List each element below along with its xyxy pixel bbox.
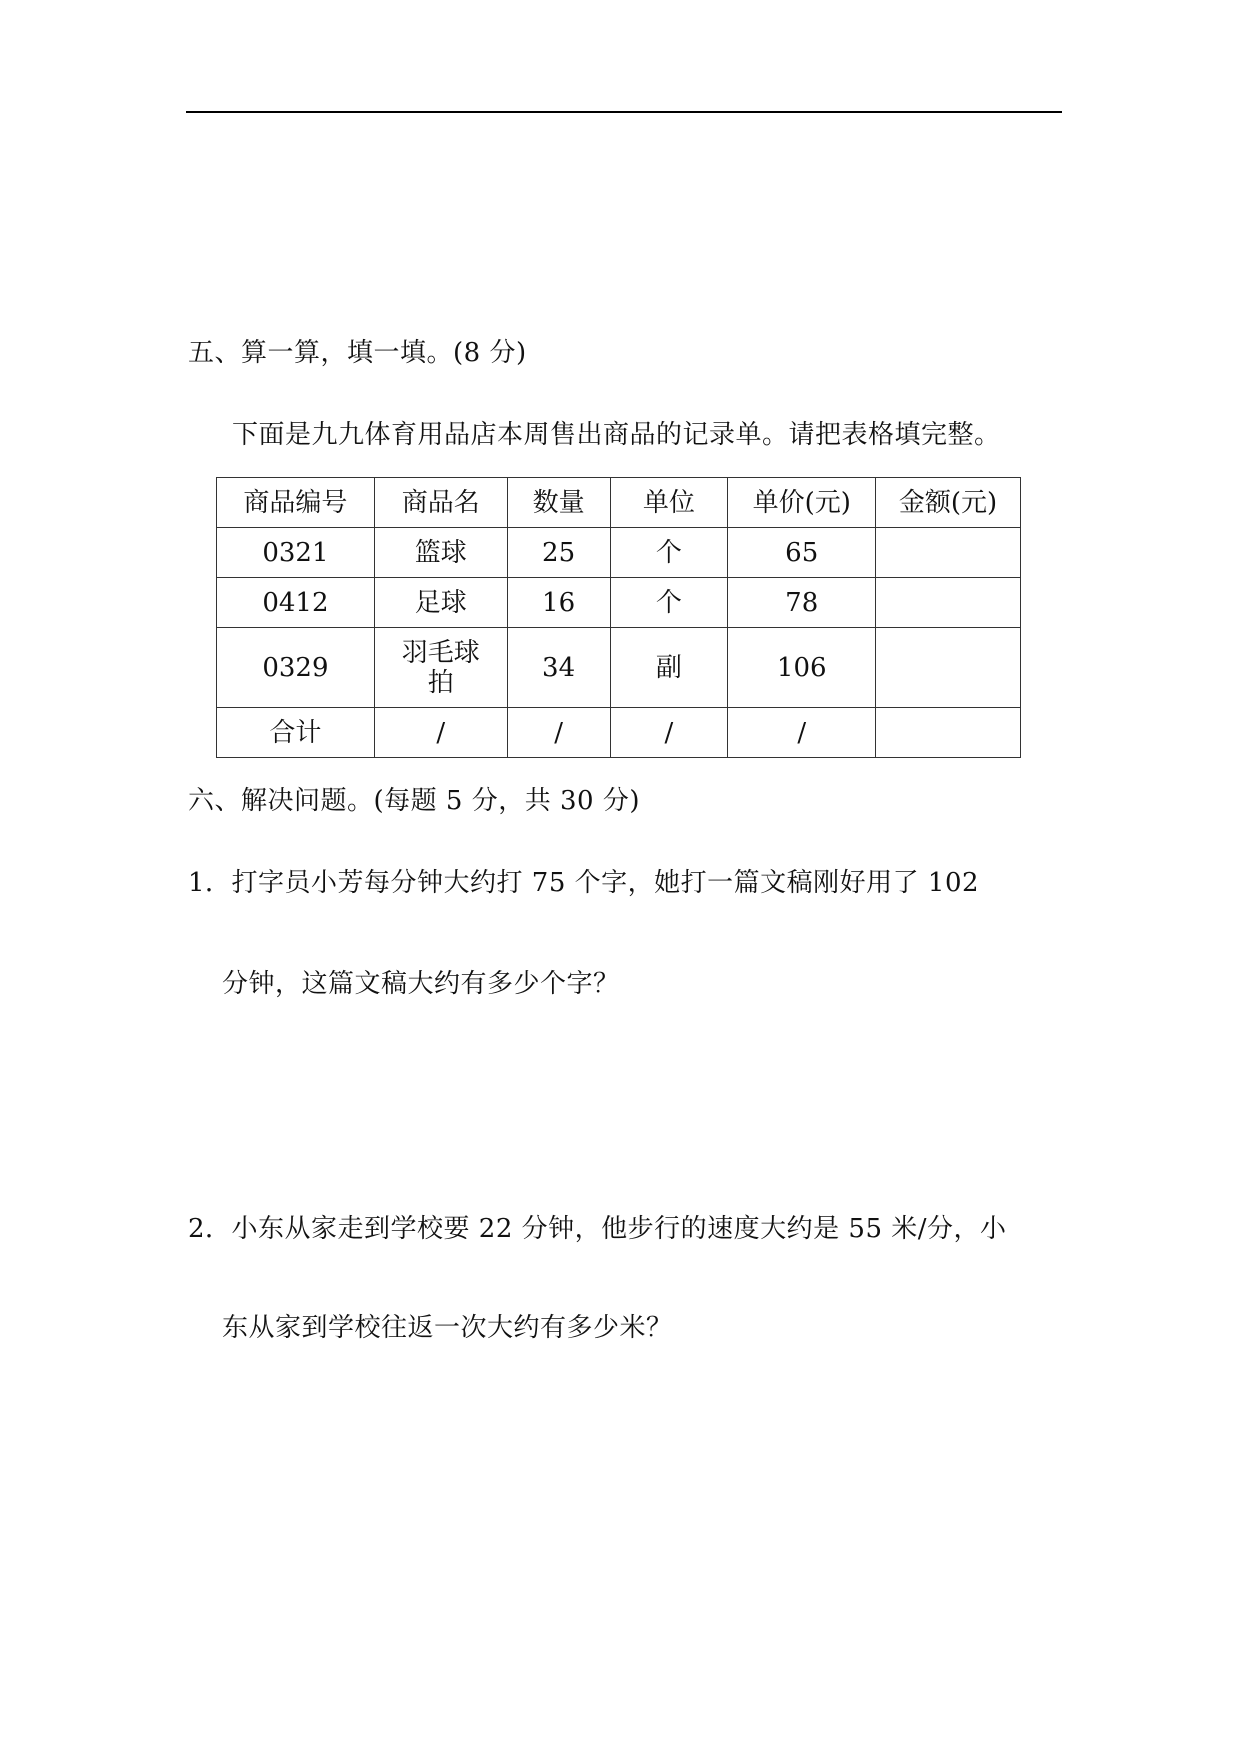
cell-amount-blank[interactable] — [876, 578, 1021, 628]
question-1-line-1: 1．打字员小芳每分钟大约打 75 个字，她打一篇文稿刚好用了 102 — [188, 868, 980, 898]
cell-item-name: 篮球 — [374, 528, 507, 578]
table-row — [217, 628, 1021, 708]
cell-slash: / — [728, 708, 876, 758]
cell-quantity: 34 — [507, 628, 610, 708]
cell-slash: / — [374, 708, 507, 758]
cell-slash: / — [507, 708, 610, 758]
cell-amount-blank[interactable] — [876, 528, 1021, 578]
question-1-line-2: 分钟，这篇文稿大约有多少个字？ — [222, 969, 620, 999]
header-amount: 金额(元) — [876, 478, 1021, 528]
table-row — [217, 578, 1021, 628]
cell-unit: 个 — [610, 528, 728, 578]
cell-unit: 个 — [610, 578, 728, 628]
section5-title: 五、算一算，填一填。(8 分) — [188, 338, 527, 368]
header-item-no: 商品编号 — [217, 478, 375, 528]
header-quantity: 数量 — [507, 478, 610, 528]
header-unit-price: 单价(元) — [728, 478, 876, 528]
cell-unit: 副 — [610, 628, 728, 708]
cell-slash: / — [610, 708, 728, 758]
section5-intro: 下面是九九体育用品店本周售出商品的记录单。请把表格填完整。 — [232, 420, 1001, 450]
cell-quantity: 16 — [507, 578, 610, 628]
cell-total-amount-blank[interactable] — [876, 708, 1021, 758]
cell-item-no: 0412 — [217, 578, 375, 628]
cell-item-name: 足球 — [374, 578, 507, 628]
header-item-name: 商品名 — [374, 478, 507, 528]
cell-unit-price: 78 — [728, 578, 876, 628]
table-total-row — [217, 708, 1021, 758]
cell-item-name: 羽毛球拍 — [374, 628, 507, 708]
table-header-row — [217, 478, 1021, 528]
sales-record-table — [216, 477, 1021, 758]
question-2-line-1: 2．小东从家走到学校要 22 分钟，他步行的速度大约是 55 米/分，小 — [188, 1214, 1007, 1244]
section6-title: 六、解决问题。(每题 5 分，共 30 分) — [188, 786, 640, 816]
question-2-line-2: 东从家到学校往返一次大约有多少米？ — [222, 1313, 673, 1343]
cell-total-label: 合计 — [217, 708, 375, 758]
cell-unit-price: 106 — [728, 628, 876, 708]
cell-quantity: 25 — [507, 528, 610, 578]
header-unit: 单位 — [610, 478, 728, 528]
cell-item-no: 0321 — [217, 528, 375, 578]
cell-item-no: 0329 — [217, 628, 375, 708]
header-rule — [186, 111, 1062, 113]
table-row — [217, 528, 1021, 578]
cell-amount-blank[interactable] — [876, 628, 1021, 708]
cell-unit-price: 65 — [728, 528, 876, 578]
